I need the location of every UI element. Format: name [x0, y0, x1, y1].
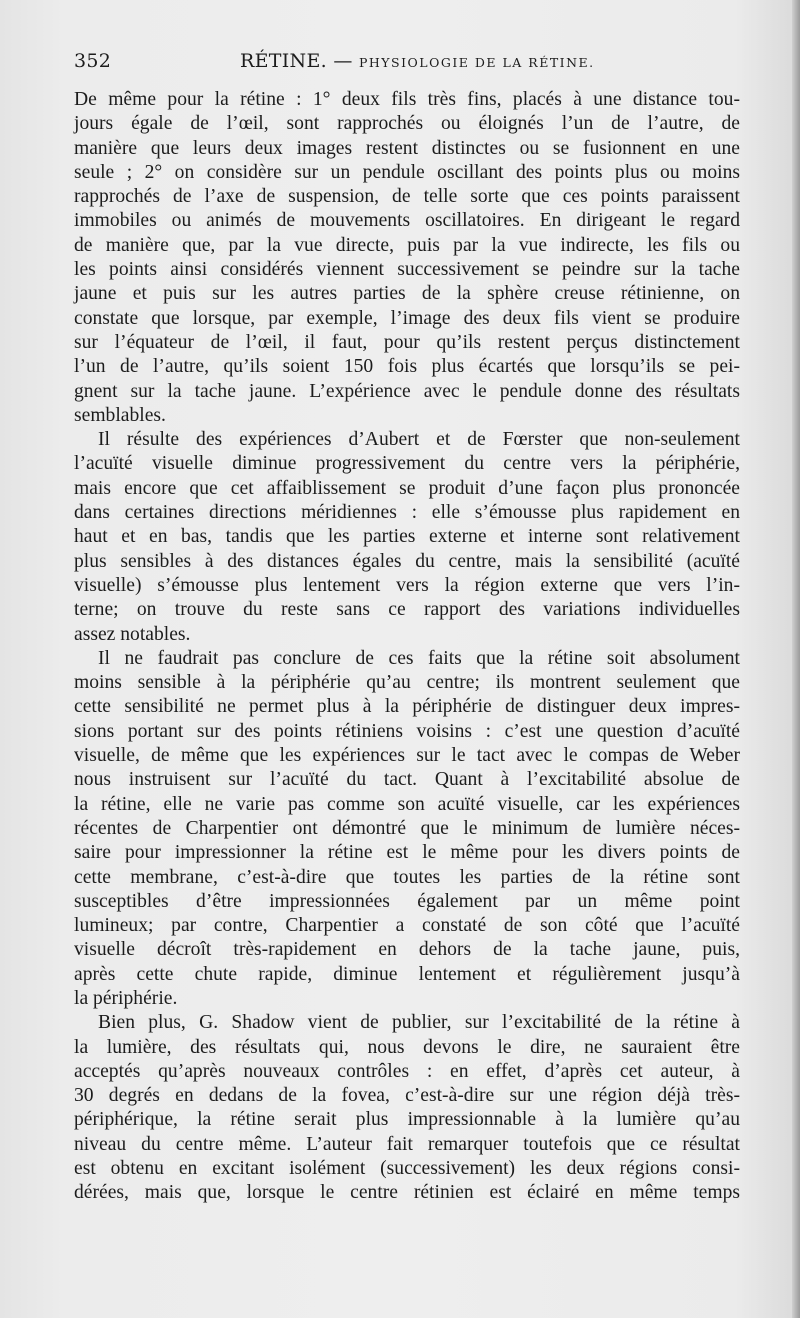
text-line: saire pour impressionner la rétine est le même pour les divers points de — [74, 842, 740, 864]
text-line: assez notables. — [74, 623, 191, 645]
text-line: nous instruisent sur l’acuïté du tact. Quant à l’excitabilité absolue de — [74, 769, 740, 791]
text-line: sions portant sur des points rétiniens voisins : c’est une question d’acuïté — [74, 720, 740, 742]
running-title-main: RÉTINE. — [240, 50, 327, 72]
text-line: haut et en bas, tandis que les parties externe et interne sont relativement — [74, 526, 740, 548]
text-line: immobiles ou animés de mouvements oscillatoires. En dirigeant le regard — [74, 210, 740, 232]
text-line: sur l’équateur de l’œil, il faut, pour qu’ils restent perçus distinctement — [74, 331, 740, 353]
text-line: l’un de l’autre, qu’ils soient 150 fois plus écartés que lorsqu’ils se pei- — [74, 356, 740, 378]
text-line: après cette chute rapide, diminue lentement et régulièrement jusqu’à — [74, 963, 740, 985]
text-line: terne; on trouve du reste sans ce rapport des variations individuelles — [74, 599, 740, 621]
body-text — [74, 88, 740, 1206]
text-line: visuelle, de même que les expériences sur le tact avec le compas de Weber — [74, 745, 740, 767]
paragraph — [74, 88, 740, 428]
text-line: de manière que, par la vue directe, puis par la vue indirecte, les fils ou — [74, 234, 740, 256]
running-header — [74, 50, 740, 80]
text-line: jaune et puis sur les autres parties de la sphère creuse rétinienne, on — [74, 283, 740, 305]
text-line: visuelle) s’émousse plus lentement vers la région externe que vers l’in- — [74, 574, 740, 596]
text-line: plus sensibles à des distances égales du centre, mais la sensibilité (acuïté — [74, 550, 740, 572]
text-line: moins sensible à la périphérie qu’au centre; ils montrent seulement que — [74, 672, 740, 694]
text-line: cette sensibilité ne permet plus à la périphérie de distinguer deux impres- — [74, 696, 740, 718]
text-line: Bien plus, G. Shadow vient de publier, sur l’excitabilité de la rétine à — [98, 1012, 740, 1034]
text-line: gnent sur la tache jaune. L’expérience avec le pendule donne des résultats — [74, 380, 740, 402]
text-line: manière que leurs deux images restent distinctes ou se fusionnent en une — [74, 137, 740, 159]
text-line: visuelle décroît très-rapidement en dehors de la tache jaune, puis, — [74, 939, 740, 961]
text-line: cette membrane, c’est-à-dire que toutes les parties de la rétine sont — [74, 866, 740, 888]
running-title — [240, 50, 595, 72]
text-line: dérées, mais que, lorsque le centre rétinien est éclairé en même temps — [74, 1182, 740, 1204]
text-line: rapprochés de l’axe de suspension, de telle sorte que ces points paraissent — [74, 186, 740, 208]
text-line: susceptibles d’être impressionnées également par un même point — [74, 890, 740, 912]
text-line: 30 degrés en dedans de la fovea, c’est-à-dire sur une région déjà très- — [74, 1085, 740, 1107]
text-line: dans certaines directions méridiennes : elle s’émousse plus rapidement en — [74, 502, 740, 524]
page-number: 352 — [74, 50, 112, 72]
text-line: Il ne faudrait pas conclure de ces faits que la rétine soit absolument — [98, 647, 740, 669]
text-line: Il résulte des expériences d’Aubert et de Fœrster que non-seulement — [98, 429, 740, 451]
text-line: acceptés qu’après nouveaux contrôles : en effet, d’après cet auteur, à — [74, 1060, 740, 1082]
text-line: la périphérie. — [74, 987, 178, 1009]
text-line: mais encore que cet affaiblissement se produit d’une façon plus prononcée — [74, 477, 740, 499]
text-line: niveau du centre même. L’auteur fait remarquer toutefois que ce résultat — [74, 1133, 740, 1155]
text-line: périphérique, la rétine serait plus impressionnable à la lumière qu’au — [74, 1109, 740, 1131]
text-line: semblables. — [74, 404, 166, 426]
running-title-subtitle: PHYSIOLOGIE DE LA RÉTINE. — [358, 55, 595, 70]
text-line: seule ; 2° on considère sur un pendule oscillant des points plus ou moins — [74, 161, 740, 183]
text-line: récentes de Charpentier ont démontré que le minimum de lumière néces- — [74, 817, 740, 839]
text-line: l’acuïté visuelle diminue progressivement du centre vers la périphérie, — [74, 453, 740, 475]
text-line: est obtenu en excitant isolément (successivement) les deux régions consi- — [74, 1158, 740, 1180]
text-line: les points ainsi considérés viennent successivement se peindre sur la tache — [74, 259, 740, 281]
running-title-separator: — — [327, 50, 359, 72]
page-edge-shadow — [792, 0, 800, 1318]
text-line: jours égale de l’œil, sont rapprochés ou éloignés l’un de l’autre, de — [74, 113, 740, 135]
text-line: la lumière, des résultats qui, nous devons le dire, ne sauraient être — [74, 1036, 740, 1058]
text-line: De même pour la rétine : 1° deux fils très fins, placés à une distance tou- — [74, 89, 740, 110]
text-line: la rétine, elle ne varie pas comme son acuïté visuelle, car les expériences — [74, 793, 740, 815]
paragraph — [74, 1011, 740, 1205]
text-line: constate que lorsque, par exemple, l’image des deux fils vient se produire — [74, 307, 740, 329]
paragraph — [74, 428, 740, 647]
paragraph — [74, 647, 740, 1011]
text-line: lumineux; par contre, Charpentier a constaté de son côté que l’acuïté — [74, 915, 740, 937]
